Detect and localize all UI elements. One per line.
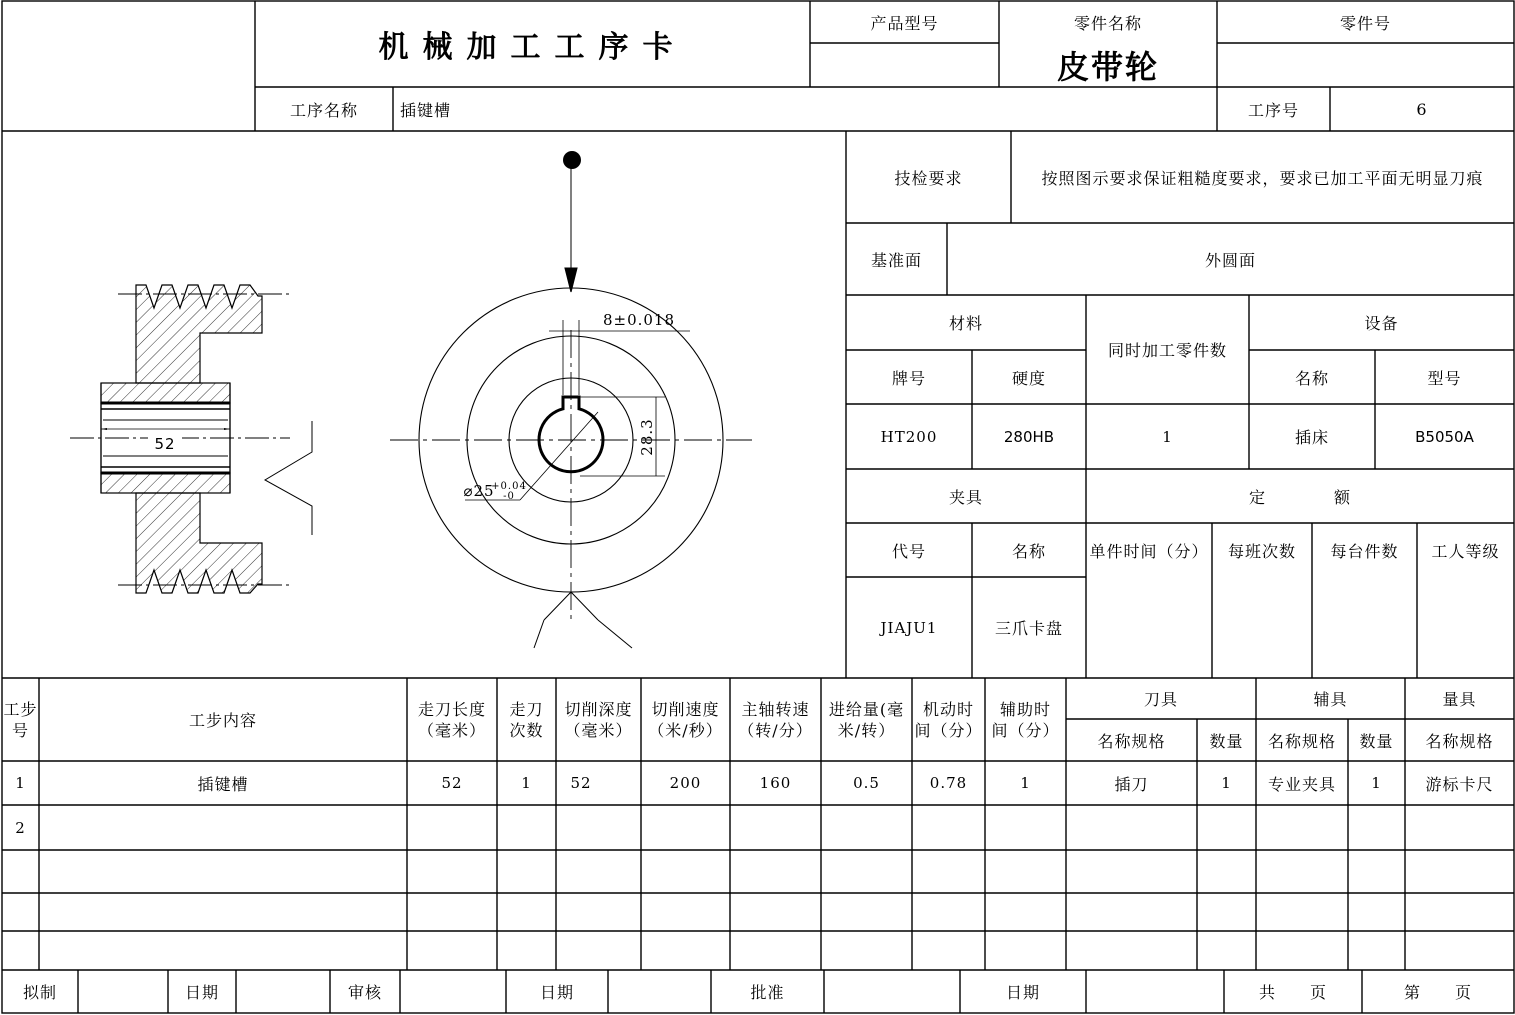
step-no-header: 工步号 bbox=[3, 699, 38, 740]
reviewed-label: 审核 bbox=[347, 983, 382, 1002]
fixture-label: 夹具 bbox=[948, 487, 983, 507]
quota-label: 定 额 bbox=[1248, 487, 1351, 507]
equipment-name-label: 名称 bbox=[1294, 368, 1329, 388]
per-machine-label: 每台件数 bbox=[1330, 541, 1399, 561]
clamp-point-marker bbox=[563, 151, 581, 169]
cut-speed: 200 bbox=[669, 774, 702, 792]
equipment-label: 设备 bbox=[1364, 314, 1399, 333]
process-no-label: 工序号 bbox=[1247, 100, 1299, 120]
keyway-width-dimension: 8±0.018 bbox=[602, 311, 676, 329]
process-name-label: 工序名称 bbox=[289, 100, 358, 120]
date-label: 日期 bbox=[1005, 983, 1040, 1002]
aux-qty-header: 数量 bbox=[1359, 731, 1394, 751]
grade-label: 牌号 bbox=[891, 368, 926, 388]
gauge-spec: 游标卡尺 bbox=[1425, 774, 1494, 794]
spindle-speed-header: 主轴转速 （转/分） bbox=[738, 699, 813, 740]
material-grade: HT200 bbox=[880, 427, 938, 446]
process-name: 插键槽 bbox=[400, 100, 452, 120]
card-title: 机械加工工序卡 bbox=[378, 30, 687, 65]
date-label: 日期 bbox=[184, 983, 219, 1002]
page-no-label: 第 页 bbox=[1403, 983, 1472, 1002]
step-content-header: 工步内容 bbox=[188, 711, 257, 730]
hardness-label: 硬度 bbox=[1011, 368, 1046, 388]
part-name-label: 零件名称 bbox=[1073, 13, 1142, 33]
machine-time: 0.78 bbox=[929, 774, 968, 792]
feed: 0.5 bbox=[853, 774, 880, 792]
cut-speed-header: 切削速度 （米/秒） bbox=[648, 699, 723, 740]
aux-spec-header: 名称规格 bbox=[1267, 731, 1336, 751]
tool-spec: 插刀 bbox=[1114, 774, 1149, 794]
datum-value: 外圆面 bbox=[1204, 250, 1256, 270]
process-no: 6 bbox=[1416, 99, 1428, 119]
inspection-value: 按照图示要求保证粗糙度要求，要求已加工平面无明显刀痕 bbox=[1041, 168, 1484, 188]
cut-depth: 52 bbox=[570, 774, 592, 792]
pulley-front-view bbox=[390, 168, 752, 648]
product-model-label: 产品型号 bbox=[870, 13, 939, 33]
aux-time: 1 bbox=[1020, 774, 1031, 792]
fixture-code-label: 代号 bbox=[891, 541, 926, 561]
step-no: 2 bbox=[15, 818, 26, 837]
tool-qty: 1 bbox=[1221, 774, 1232, 792]
simultaneous-parts-value: 1 bbox=[1162, 427, 1173, 446]
tool-header: 刀具 bbox=[1143, 690, 1178, 709]
material-label: 材料 bbox=[948, 314, 983, 333]
inspection-label: 技检要求 bbox=[894, 168, 963, 188]
part-name: 皮带轮 bbox=[1056, 48, 1159, 86]
equipment-model: B5050A bbox=[1415, 427, 1474, 446]
width-dimension: 52 bbox=[148, 433, 182, 455]
worker-grade-label: 工人等级 bbox=[1431, 541, 1500, 561]
cut-depth-header: 切削深度 （毫米） bbox=[564, 699, 633, 740]
step-no: 1 bbox=[15, 774, 26, 792]
bore-diameter: ⌀25 bbox=[463, 482, 495, 500]
hardness-value: 280HB bbox=[1003, 427, 1055, 446]
equipment-name: 插床 bbox=[1294, 428, 1329, 447]
total-pages-label: 共 页 bbox=[1258, 983, 1327, 1002]
bore-tol-upper: +0.04 bbox=[491, 480, 527, 492]
feed-header: 进给量(毫 米/转） bbox=[828, 699, 905, 740]
machine-time-header: 机动时 间（分） bbox=[914, 699, 983, 740]
gauge-header: 量具 bbox=[1442, 690, 1477, 709]
part-no-label: 零件号 bbox=[1339, 13, 1391, 33]
drafted-label: 拟制 bbox=[22, 983, 57, 1002]
per-shift-label: 每班次数 bbox=[1227, 541, 1296, 561]
fixture-name-label: 名称 bbox=[1011, 541, 1046, 561]
datum-label: 基准面 bbox=[870, 250, 922, 270]
aux-spec: 专业夹具 bbox=[1267, 774, 1336, 794]
travel-length-header: 走刀长度 （毫米） bbox=[417, 699, 486, 740]
equipment-model-label: 型号 bbox=[1427, 368, 1462, 388]
aux-tool-header: 辅具 bbox=[1313, 690, 1348, 709]
tool-spec-header: 名称规格 bbox=[1097, 731, 1166, 751]
travel-length: 52 bbox=[441, 774, 463, 792]
gauge-spec-header: 名称规格 bbox=[1425, 731, 1494, 751]
simultaneous-parts-label: 同时加工零件数 bbox=[1107, 341, 1227, 360]
aux-qty: 1 bbox=[1371, 774, 1382, 792]
step-content: 插键槽 bbox=[197, 774, 249, 794]
passes-header: 走刀 次数 bbox=[509, 699, 544, 740]
passes: 1 bbox=[521, 774, 532, 792]
unit-time-label: 单件时间（分） bbox=[1089, 541, 1209, 561]
pulley-section-view bbox=[70, 285, 312, 593]
fixture-name: 三爪卡盘 bbox=[994, 619, 1063, 638]
bore-tol-lower: -0 bbox=[503, 490, 515, 502]
date-label: 日期 bbox=[539, 983, 574, 1002]
keyway-depth-dimension: 28.3 bbox=[638, 418, 656, 456]
approved-label: 批准 bbox=[750, 983, 785, 1002]
spindle-speed: 160 bbox=[759, 774, 792, 792]
aux-time-header: 辅助时 间（分） bbox=[991, 699, 1060, 740]
tool-qty-header: 数量 bbox=[1209, 731, 1244, 751]
fixture-code: JIAJU1 bbox=[880, 618, 938, 637]
